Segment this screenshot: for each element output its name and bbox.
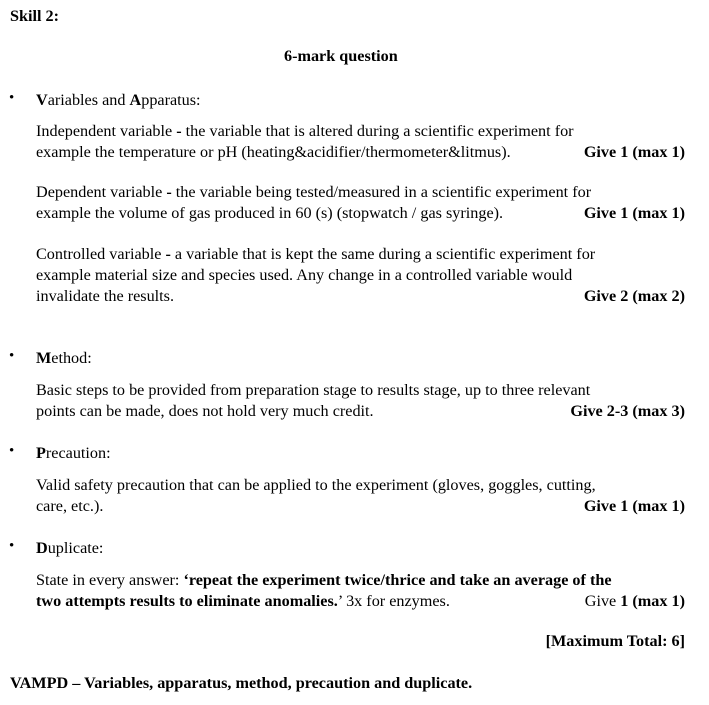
duplicate-mark: Give 1 (max 1) xyxy=(584,592,685,610)
method-line1: Basic steps to be provided from preparation stage to results stage, up to three relevant xyxy=(36,381,591,399)
bullet-icon: • xyxy=(9,538,15,554)
controlled-variable-line2: example material size and species used. Any change in a controlled variable would xyxy=(36,266,573,284)
method-line2: points can be made, does not hold very much credit. xyxy=(36,402,374,420)
section-title-duplicate: Duplicate: xyxy=(36,539,104,557)
bullet-icon: • xyxy=(9,90,15,106)
independent-variable-line2: example the temperature or pH (heating&acidifier/thermometer&litmus). xyxy=(36,143,511,161)
duplicate-line1: State in every answer: ‘repeat the experiment twice/thrice and take an average of the xyxy=(36,571,612,589)
independent-variable-line1: Independent variable - the variable that is altered during a scientific experiment for xyxy=(36,122,574,140)
precaution-mark: Give 1 (max 1) xyxy=(583,497,685,515)
duplicate-line2: two attempts results to eliminate anomalies.’ 3x for enzymes. xyxy=(36,592,450,610)
independent-term: Independent variable xyxy=(36,122,173,140)
dependent-term: Dependent variable xyxy=(36,183,163,201)
section-title-variables: Variables and Apparatus: xyxy=(36,91,201,109)
controlled-term: Controlled variable xyxy=(36,245,162,263)
controlled-mark: Give 2 (max 2) xyxy=(583,287,685,305)
footer-summary: VAMPD – Variables, apparatus, method, precaution and duplicate. xyxy=(10,674,473,692)
method-mark: Give 2-3 (max 3) xyxy=(570,402,685,420)
page-subtitle: 6-mark question xyxy=(284,47,398,65)
dependent-mark: Give 1 (max 1) xyxy=(583,204,685,222)
bullet-icon: • xyxy=(9,348,15,364)
footer-acronym: VAMPD xyxy=(10,674,69,692)
dependent-variable-line2: example the volume of gas produced in 60 (s) (stopwatch / gas syringe). xyxy=(36,204,504,222)
dependent-variable-line1: Dependent variable - the variable being tested/measured in a scientific experiment for xyxy=(36,183,592,201)
maximum-total: [Maximum Total: 6] xyxy=(545,632,685,650)
precaution-line1: Valid safety precaution that can be applied to the experiment (gloves, goggles, cutting, xyxy=(36,476,596,494)
precaution-line2: care, etc.). xyxy=(36,497,104,515)
section-title-method: Method: xyxy=(36,349,92,367)
page-heading: Skill 2: xyxy=(10,7,60,25)
controlled-variable-line1: Controlled variable - a variable that is kept the same during a scientific experiment for xyxy=(36,245,596,263)
controlled-variable-line3: invalidate the results. xyxy=(36,287,175,305)
independent-mark: Give 1 (max 1) xyxy=(583,143,685,161)
section-title-precaution: Precaution: xyxy=(36,444,111,462)
bullet-icon: • xyxy=(9,443,15,459)
